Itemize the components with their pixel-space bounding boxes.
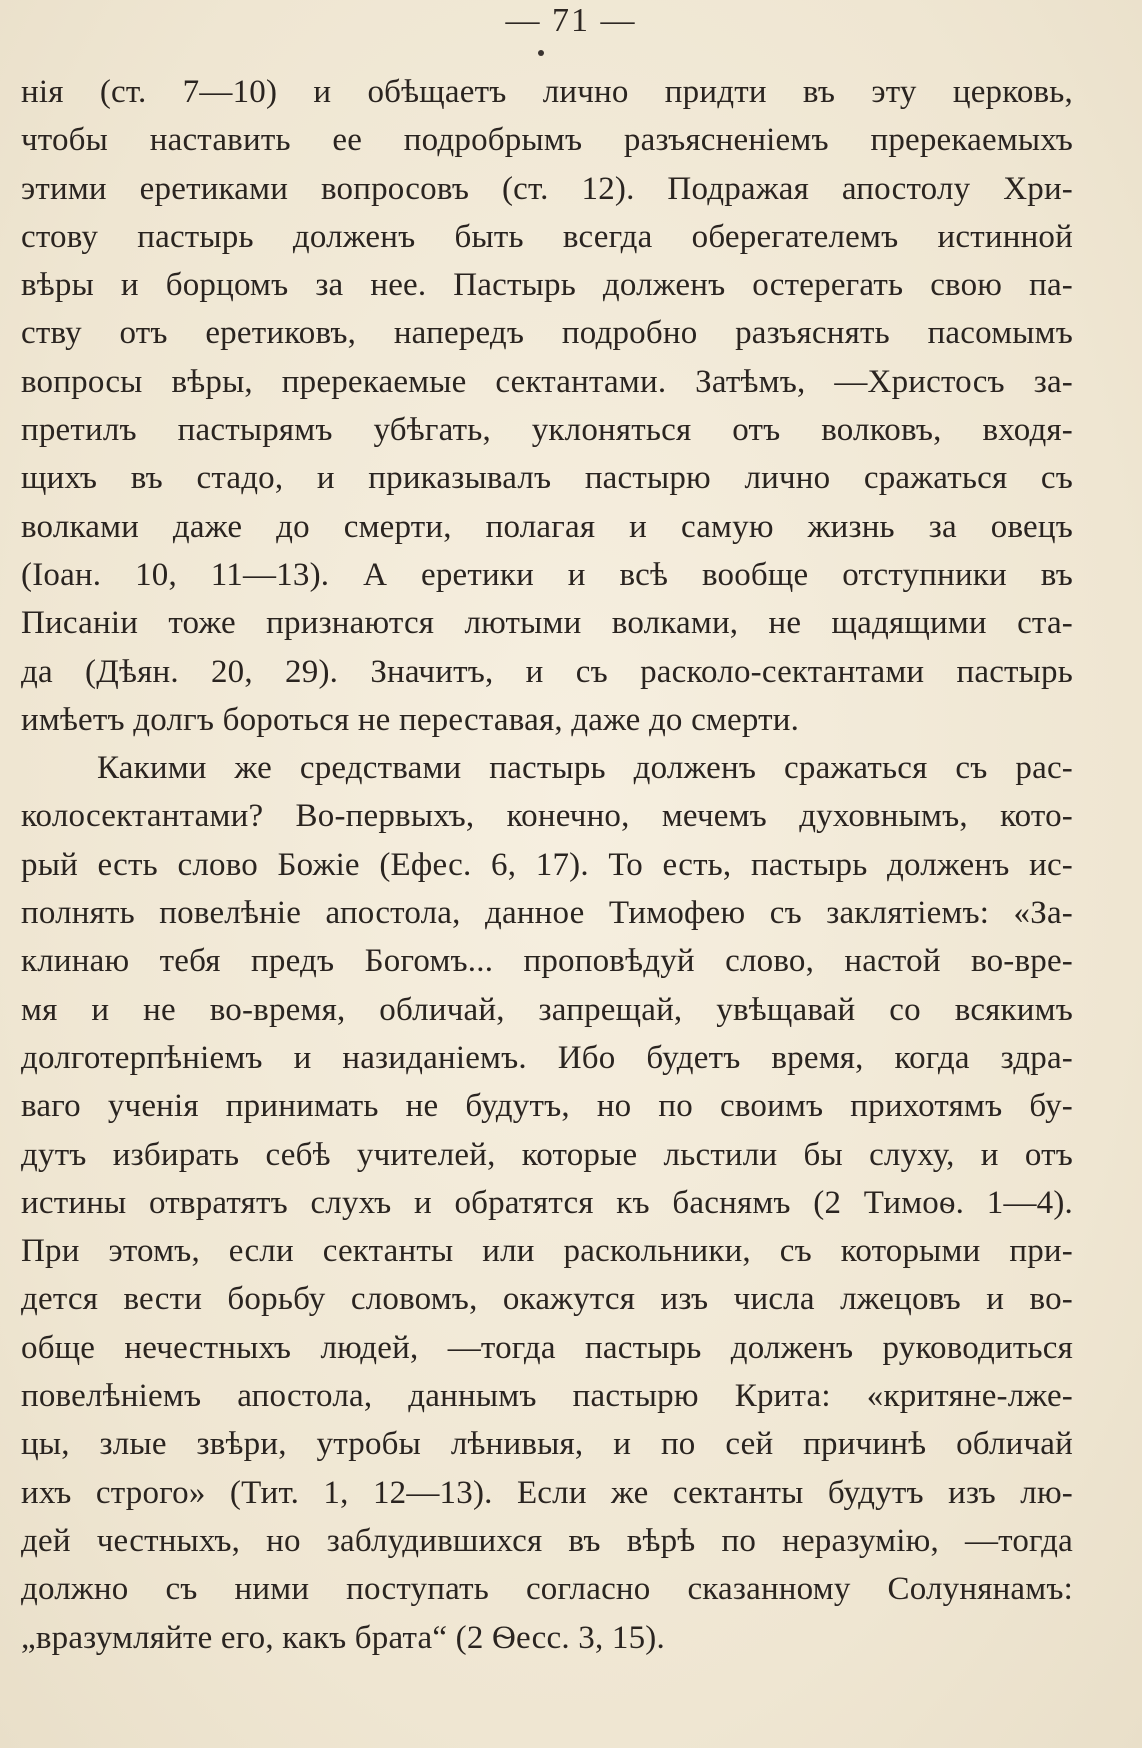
text-line: вопросы вѣры, пререкаемые сектантами. Затѣмъ, —Христосъ за- [21, 363, 1073, 400]
text-line: повелѣніемъ апостола, даннымъ пастырю Крита: «критяне-лже- [21, 1378, 1073, 1415]
text-line: претилъ пастырямъ убѣгать, уклоняться отъ волковъ, входя- [21, 412, 1073, 449]
text-line: чтобы наставить ее подробрымъ разъясненіемъ пререкаемыхъ [21, 122, 1073, 159]
ink-dot [538, 50, 544, 56]
text-line: дется вести борьбу словомъ, окажутся изъ числа лжецовъ и во- [21, 1281, 1073, 1318]
text-line: цы, злые звѣри, утробы лѣнивыя, и по сей причинѣ обличай [21, 1426, 1073, 1463]
text-line: полнять повелѣніе апостола, данное Тимофею съ заклятіемъ: «За- [21, 895, 1073, 932]
text-line: колосектантами? Во-первыхъ, конечно, мечемъ духовнымъ, кото- [21, 798, 1073, 835]
text-line: дутъ избирать себѣ учителей, которые льстили бы слуху, и отъ [21, 1136, 1073, 1173]
paragraph-start-line: Какими же средствами пастырь долженъ сражаться съ рас- [97, 750, 1073, 787]
text-line: истины отвратятъ слухъ и обратятся къ баснямъ (2 Тимоѳ. 1—4). [21, 1184, 1073, 1221]
text-line: обще нечестныхъ людей, —тогда пастырь долженъ руководиться [21, 1329, 1073, 1366]
text-line: ваго ученія принимать не будутъ, но по своимъ прихотямъ бу- [21, 1088, 1073, 1125]
text-line: Писаніи тоже признаются лютыми волками, не щадящими ста- [21, 605, 1073, 642]
text-line: рый есть слово Божіе (Ефес. 6, 17). То есть, пастырь долженъ ис- [21, 846, 1073, 883]
text-line: нія (ст. 7—10) и обѣщаетъ лично придти въ эту церковь, [21, 74, 1073, 110]
text-line: щихъ въ стадо, и приказывалъ пастырю лично сражаться съ [21, 460, 1073, 497]
text-line: „вразумляйте его, какъ брата“ (2 Ѳесс. 3, 15). [21, 1619, 665, 1656]
text-line: имѣетъ долгъ бороться не переставая, даже до смерти. [21, 701, 800, 738]
text-line: дей честныхъ, но заблудившихся въ вѣрѣ по неразумію, —тогда [21, 1522, 1073, 1559]
text-line: При этомъ, если сектанты или раскольники, съ которыми при- [21, 1233, 1073, 1270]
text-line: должно съ ними поступать согласно сказанному Солунянамъ: [21, 1571, 1073, 1608]
text-line: вѣры и борцомъ за нее. Пастырь долженъ остерегать свою па- [21, 267, 1073, 304]
page-number: — 71 — [505, 2, 637, 39]
text-line: ихъ строго» (Тит. 1, 12—13). Если же сектанты будутъ изъ лю- [21, 1474, 1073, 1511]
text-line: долготерпѣніемъ и назиданіемъ. Ибо будетъ время, когда здра- [21, 1039, 1073, 1076]
text-line: ству отъ еретиковъ, напередъ подробно разъяснять пасомымъ [21, 315, 1073, 352]
text-line: мя и не во-время, обличай, запрещай, увѣщавай со всякимъ [21, 991, 1073, 1028]
body-text [21, 68, 1073, 1662]
text-line: клинаю тебя предъ Богомъ... проповѣдуй слово, настой во-вре- [21, 943, 1073, 980]
text-line: (Іоан. 10, 11—13). А еретики и всѣ вообще отступники въ [21, 556, 1073, 593]
text-line: да (Дѣян. 20, 29). Значитъ, и съ расколо-сектантами пастырь [21, 653, 1073, 690]
text-line: волками даже до смерти, полагая и самую жизнь за овецъ [21, 508, 1073, 545]
text-line: стову пастырь долженъ быть всегда оберегателемъ истинной [21, 218, 1073, 255]
text-line: этими еретиками вопросовъ (ст. 12). Подражая апостолу Хри- [21, 170, 1073, 207]
